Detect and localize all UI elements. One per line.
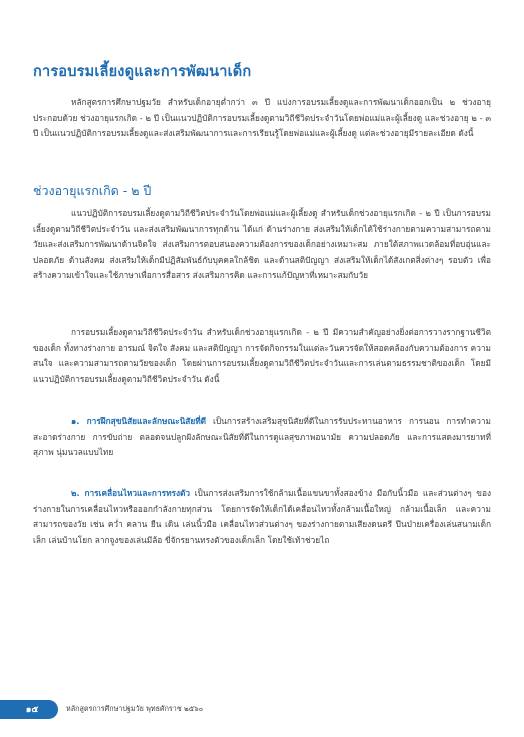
page-number: ๑๕ <box>25 705 39 715</box>
intro-paragraph: หลักสูตรการศึกษาปฐมวัย สำหรับเด็กอายุต่ำกว่า ๓ ปี แบ่งการอบรมเลี้ยงดูและการพัฒนาเด็กออกเป็น ๒ ช่วงอายุ ประกอบด้วย ช่วงอายุแรกเกิด - ๒ ปี เป็นแนวปฏิบัติการอบรมเลี้ยงดูตามวิถีชีวิตประจำวันโดยพ่อแม่และผู้เลี้ยงดู และช่วงอายุ ๒ - ๓ ปี เป็นแนวปฏิบัติการอบรมเลี้ยงดูและส่งเสริมพัฒนาการและการเรียนรู้โดยพ่อแม่และผู้เลี้ยงดู แต่ละช่วงอายุมีรายละเอียด ดังนี้ <box>33 97 491 139</box>
list-item-hygiene <box>33 414 491 461</box>
footer-document-name: หลักสูตรการศึกษาปฐมวัย พุทธศักราช ๒๕๖๐ <box>66 704 204 713</box>
list-item-text: เป็นการสร้างเสริมสุขนิสัยที่ดีในการรับประทานอาหาร การนอน การทำความสะอาดร่างกาย การขับถ่าย ตลอดจนปลูกฝังลักษณะนิสัยที่ดีในการดูแลสุขภาพอนามัย ความปลอดภัย และการแสดงมารยาทที่สุภาพ นุ่มนวลแบบไทย <box>33 416 491 458</box>
section-paragraph-1: แนวปฏิบัติการอบรมเลี้ยงดูตามวิถีชีวิตประจำวันโดยพ่อแม่และผู้เลี้ยงดู สำหรับเด็กช่วงอายุแรกเกิด - ๒ ปี เป็นการอบรมเลี้ยงดูตามวิถีชีวิตประจำวัน และส่งเสริมพัฒนาการทุกด้าน ได้แก่ ด้านร่างกาย ส่งเสริมให้เด็กได้ใช้ร่างกายตามความสามารถตามวัยและส่งเสริมการพัฒนาด้านจิตใจ ส่งเสริมการตอบสนองความต้องการของเด็กอย่างเหมาะสม ภายใต้สภาพแวดล้อมที่อบอุ่นและปลอดภัย ด้านสังคม ส่งเสริมให้เด็กมีปฏิสัมพันธ์กับบุคคลใกล้ชิด และด้านสติปัญญา ส่งเสริมให้เด็กได้สังเกตสิ่งต่างๆ รอบตัว เพื่อสร้างความเข้าใจและใช้ภาษาเพื่อการสื่อสาร ส่งเสริมการคิด และการแก้ปัญหาที่เหมาะสมกับวัย <box>33 208 491 281</box>
section-paragraph-2: การอบรมเลี้ยงดูตามวิถีชีวิตประจำวัน สำหรับเด็กช่วงอายุแรกเกิด - ๒ ปี มีความสำคัญอย่างยิ่งต่อการวางรากฐานชีวิตของเด็ก ทั้งทางร่างกาย อารมณ์ จิตใจ สังคม และสติปัญญา การจัดกิจกรรมในแต่ละวันควรจัดให้สอดคล้องกับความต้องการ ความสนใจ และความสามารถตามวัยของเด็ก โดยผ่านการอบรมเลี้ยงดูตามวิถีชีวิตประจำวันและการเล่นตามธรรมชาติของเด็ก โดยมีแนวปฏิบัติการอบรมเลี้ยงดูตามวิถีชีวิตประจำวัน ดังนี้ <box>33 327 491 384</box>
list-item-text: เป็นการส่งเสริมการใช้กล้ามเนื้อแขนขาทั้งสองข้าง มือกับนิ้วมือ และส่วนต่างๆ ของร่างกายในการเคลื่อนไหวหรือออกกำลังกายทุกส่วน โดยการจัดให้เด็กได้เคลื่อนไหวทั้งกล้ามเนื้อใหญ่ กล้ามเนื้อเล็ก และความสามารถของวัย เช่น คว่ำ คลาน ยืน เดิน เล่นนิ้วมือ เคลื่อนไหวส่วนต่างๆ ของร่างกายตามเสียงดนตรี ปีนป่ายเครื่องเล่นสนามเด็กเล็ก เล่นบ้านโยก ลากจูงของเล่นมีล้อ ขี่จักรยานทรงตัวของเด็กเล็ก โดยใช้เท้าช่วยไถ <box>33 488 491 545</box>
list-item-heading: ๒. การเคลื่อนไหวและการทรงตัว <box>71 488 191 498</box>
page-title: การอบรมเลี้ยงดูและการพัฒนาเด็ก <box>33 64 252 80</box>
list-item-heading: ๑. การฝึกสุขนิสัยและลักษณะนิสัยที่ดี <box>71 416 207 426</box>
list-item-movement <box>33 486 491 548</box>
section-heading: ช่วงอายุแรกเกิด - ๒ ปี <box>33 183 152 198</box>
